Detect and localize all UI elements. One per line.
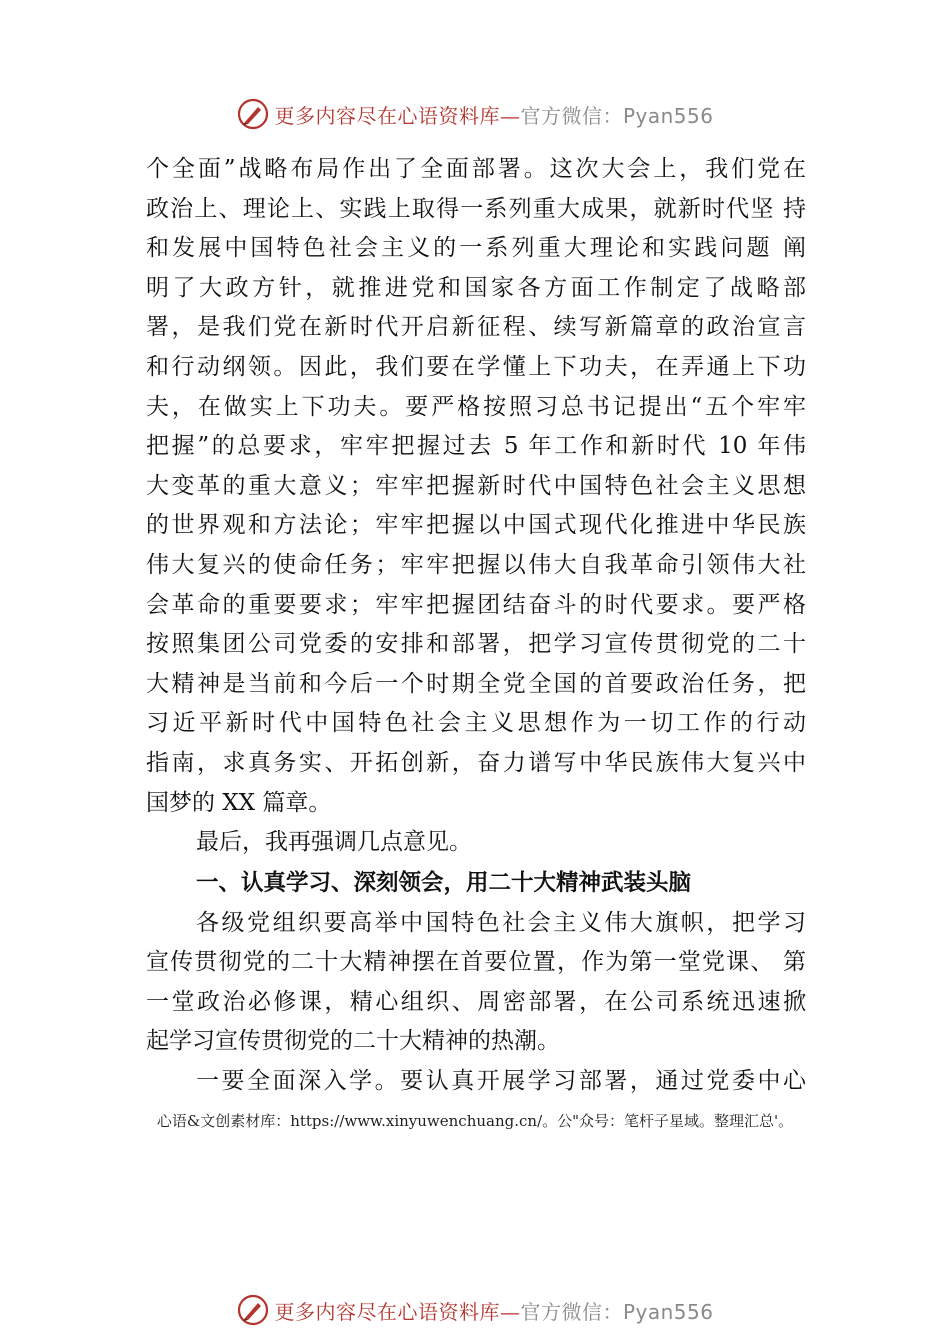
paragraph-3	[146, 904, 806, 1062]
bottom-banner	[0, 1290, 950, 1330]
text-line: 个全面”战略布局作出了全面部署。这次大会上，我们党在	[146, 156, 806, 182]
text-line: 指南，求真务实、开拓创新，奋力谱写中华民族伟大复兴中	[146, 749, 806, 776]
banner-text	[274, 100, 713, 129]
text-line: 国梦的 XX 篇章。	[146, 789, 332, 816]
text-line: 会革命的重要要求；牢牢把握团结奋斗的时代要求。要严格	[146, 591, 806, 618]
paragraph-4: 一要全面深入学。要认真开展学习部署，通过党委中心	[196, 1068, 806, 1095]
paragraph-2: 最后，我再强调几点意见。	[196, 829, 472, 856]
pen-nib-icon	[236, 1293, 270, 1327]
text-line: 夫，在做实上下功夫。要严格按照习总书记提出“五个牢牢	[146, 393, 806, 420]
text-line: 大精神是当前和今后一个时期全党全国的首要政治任务，把	[146, 670, 806, 697]
text-line: 明了大政方针，就推进党和国家各方面工作制定了战略部	[146, 274, 806, 301]
text-line: 政治上、理论上、实践上取得一系列重大成果，就新时代坚 持	[146, 195, 806, 222]
text-line: 署，是我们党在新时代开启新征程、续写新篇章的政治宣言	[146, 314, 806, 341]
banner-text	[274, 1296, 713, 1325]
text-line: 和发展中国特色社会主义的一系列重大理论和实践问题 阐	[146, 235, 806, 262]
banner-text-red: 更多内容尽在心语资料库—	[274, 103, 521, 128]
text-line: 习近平新时代中国特色社会主义思想作为一切工作的行动	[146, 710, 806, 737]
document-body	[146, 150, 806, 1102]
text-line: 伟大复兴的使命任务；牢牢把握以伟大自我革命引领伟大社	[146, 551, 806, 578]
banner-text-grey: 官方微信：Pyan556	[520, 103, 714, 128]
text-line: 宣传贯彻党的二十大精神摆在首要位置，作为第一堂党课、 第	[146, 949, 806, 976]
text-line: 的世界观和方法论；牢牢把握以中国式现代化推进中华民族	[146, 512, 806, 539]
text-line: 起学习宣传贯彻党的二十大精神的热潮。	[146, 1028, 560, 1055]
text-line: 各级党组织要高举中国特色社会主义伟大旗帜，把学习	[196, 909, 806, 936]
text-line: 把握”的总要求，牢牢把握过去 5 年工作和新时代 10 年伟	[146, 433, 806, 460]
banner-text-grey: 官方微信：Pyan556	[520, 1299, 714, 1324]
source-note: 心语&文创素材库：https://www.xinyuwenchuang.cn/。公"众号：笔杆子星域。整理汇总'。	[156, 1112, 794, 1130]
top-banner	[0, 94, 950, 134]
paragraph-1	[146, 150, 806, 823]
text-line: 按照集团公司党委的安排和部署，把学习宣传贯彻党的二十	[146, 631, 806, 658]
section-heading-1: 一、认真学习、深刻领会，用二十大精神武装头脑	[196, 869, 692, 896]
text-line: 和行动纲领。因此，我们要在学懂上下功夫，在弄通上下功	[146, 353, 806, 380]
banner-text-red: 更多内容尽在心语资料库—	[274, 1299, 521, 1324]
text-line: 大变革的重大意义；牢牢把握新时代中国特色社会主义思想	[146, 472, 806, 499]
text-line: 一堂政治必修课，精心组织、周密部署，在公司系统迅速掀	[146, 988, 806, 1015]
pen-nib-icon	[236, 97, 270, 131]
